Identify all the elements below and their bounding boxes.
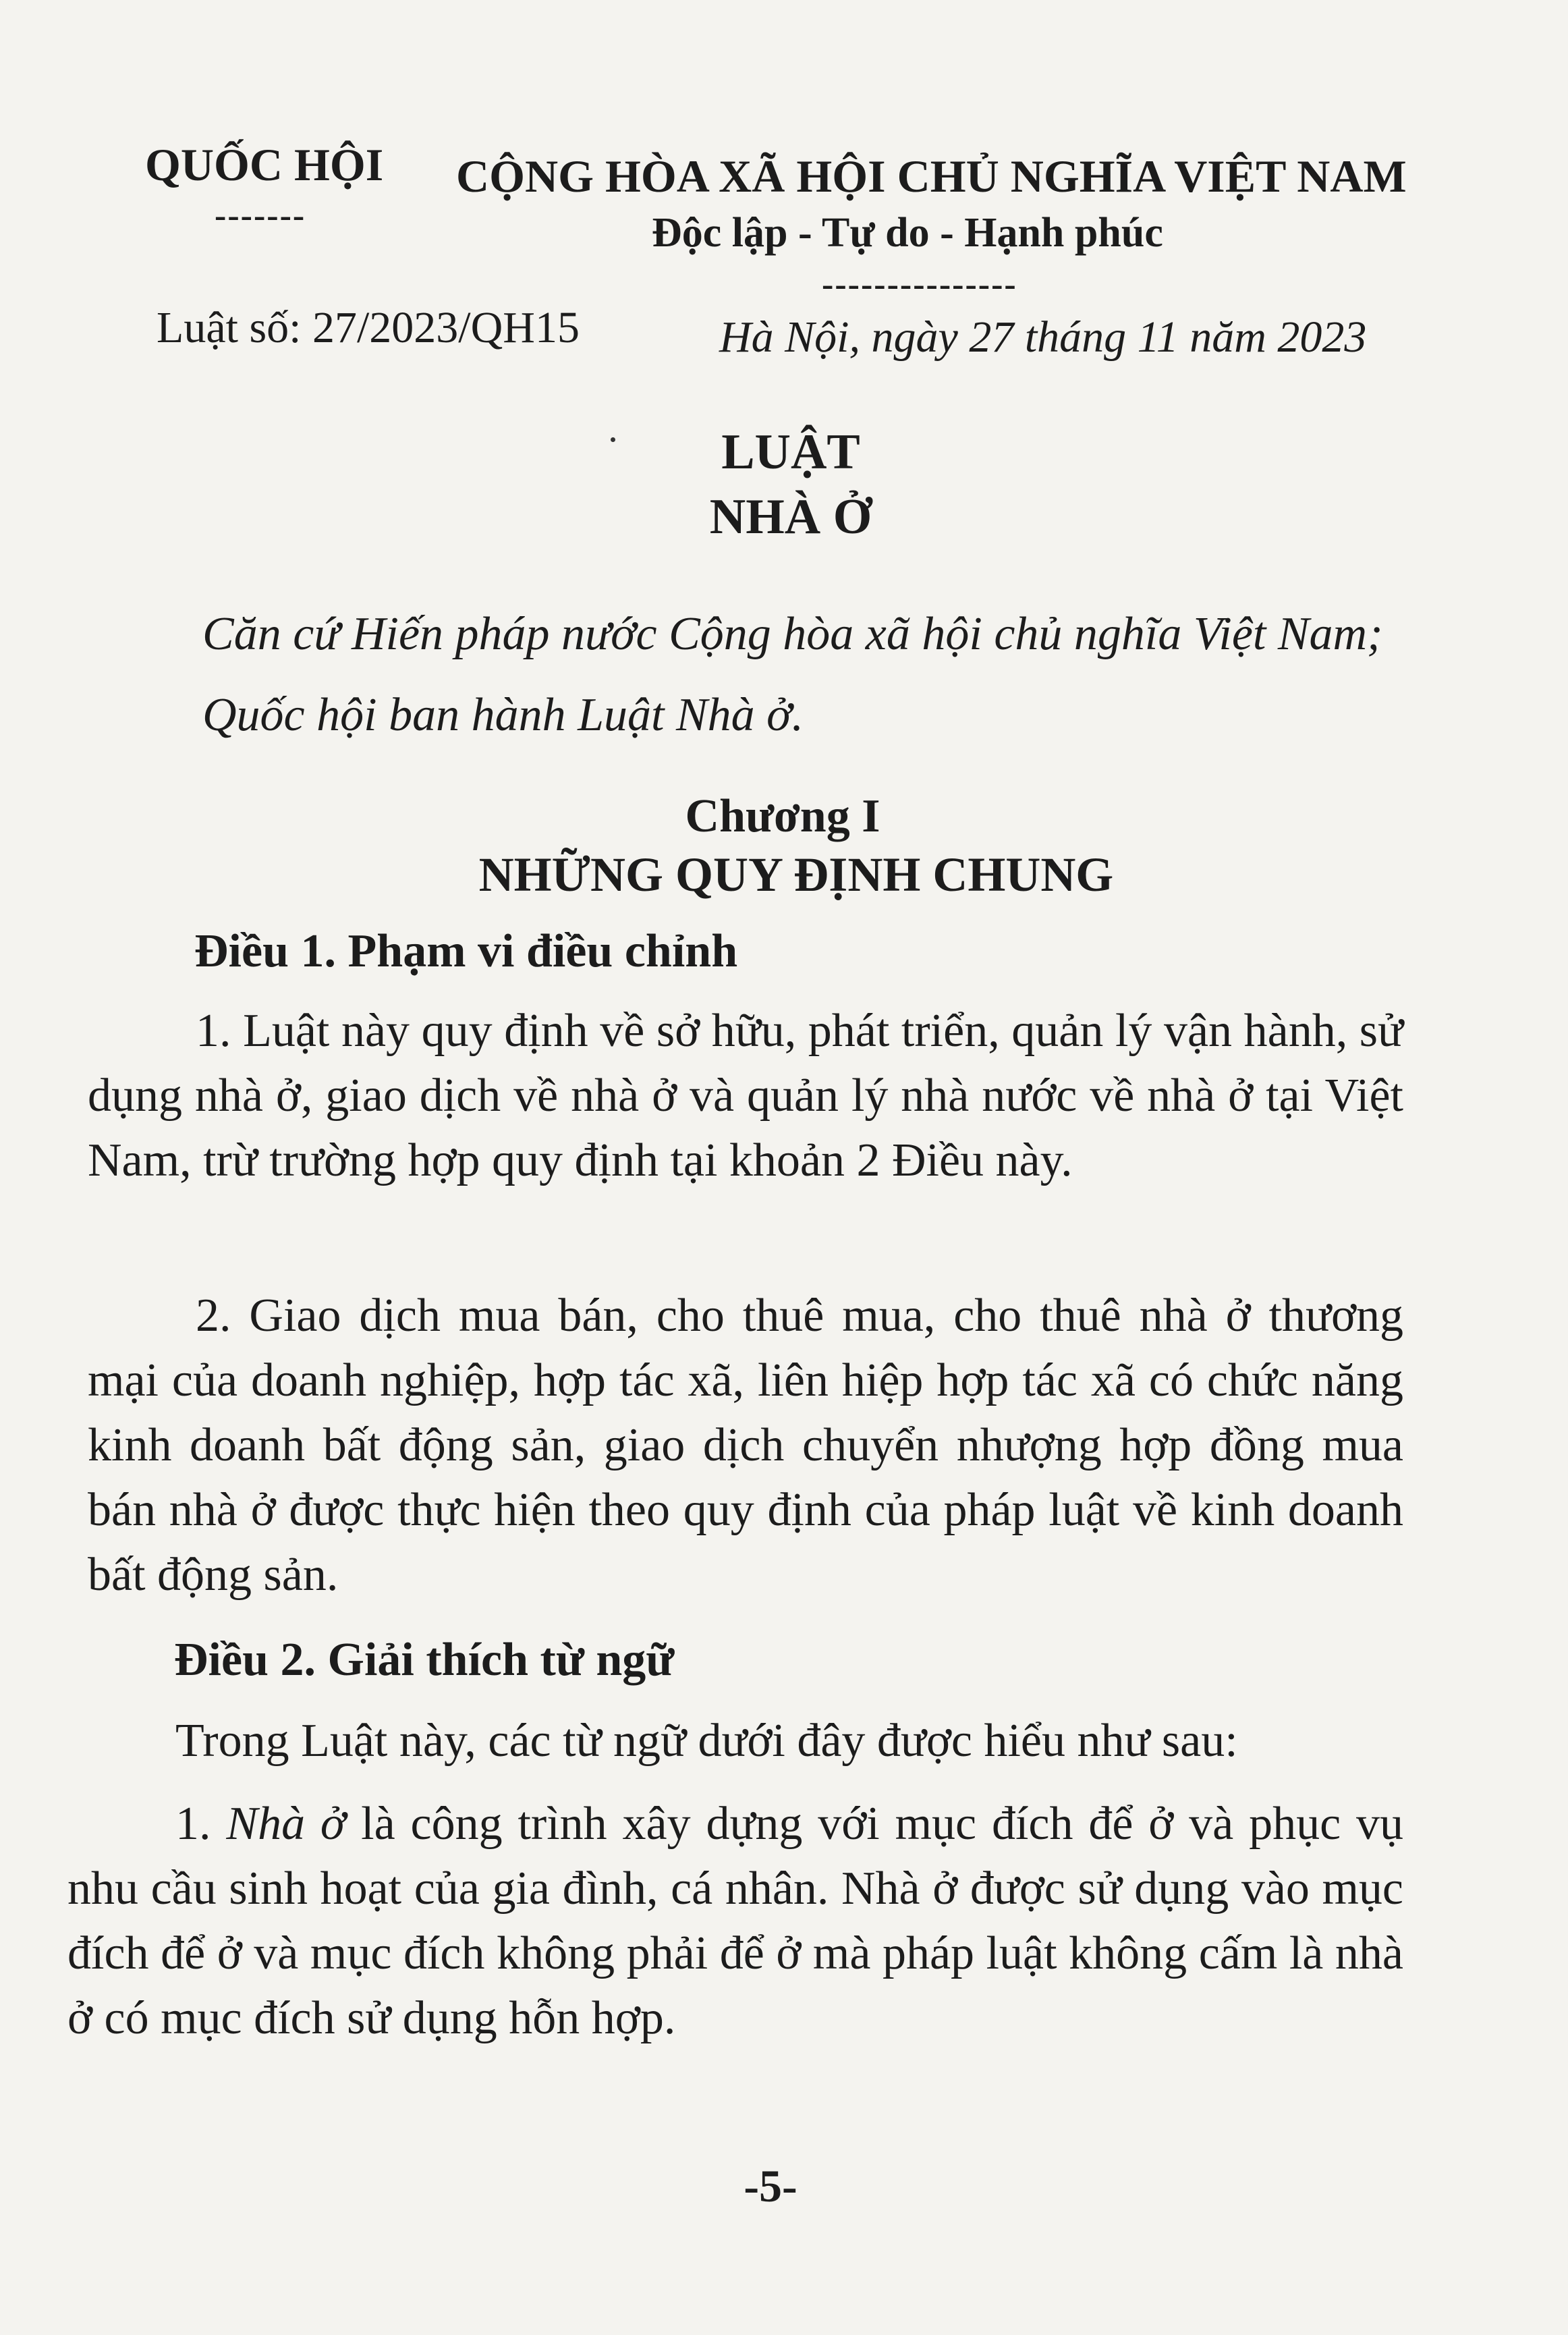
- place-and-date: Hà Nội, ngày 27 tháng 11 năm 2023: [719, 312, 1367, 362]
- issuing-body-divider: -------: [215, 196, 306, 235]
- motto-divider: ---------------: [822, 265, 1017, 304]
- article-2-title: Điều 2. Giải thích từ ngữ: [174, 1634, 675, 1686]
- article-1-clause-2: 2. Giao dịch mua bán, cho thuê mua, cho thuê nhà ở thương mại của doanh nghiệp, hợp tác xã, liên hiệp hợp tác xã có chức năng kinh doanh bất động sản, giao dịch chuyển nhượng hợp đồng mua bán nhà ở được thực hiện theo quy định của pháp luật về kinh doanh bất động sản.: [88, 1290, 1403, 1601]
- document-type: LUẬT: [721, 424, 860, 480]
- document-title: NHÀ Ở: [709, 489, 872, 545]
- defined-term: Nhà ở: [226, 1798, 346, 1850]
- national-motto: Độc lập - Tự do - Hạnh phúc: [652, 210, 1163, 256]
- preamble-basis: Căn cứ Hiến pháp nước Cộng hòa xã hội chủ nghĩa Việt Nam;: [202, 608, 1383, 660]
- chapter-name: NHỮNG QUY ĐỊNH CHUNG: [478, 848, 1114, 902]
- issuing-body: QUỐC HỘI: [145, 139, 384, 190]
- clause-1-prefix: 1.: [175, 1798, 227, 1850]
- chapter-number: Chương I: [685, 790, 880, 842]
- clause-1-definition: là công trình xây dựng với mục đích để ở và phục vụ nhu cầu sinh hoạt của gia đình, cá nhân. Nhà ở được sử dụng vào mục đích để ở và mục đích không phải để ở mà pháp luật không cấm là nhà ở có mục đích sử dụng hỗn hợp.: [67, 1798, 1404, 2044]
- national-title: CỘNG HÒA XÃ HỘI CHỦ NGHĨA VIỆT NAM: [456, 150, 1407, 202]
- article-2-clause-1: [67, 1792, 1403, 2051]
- article-1-title: Điều 1. Phạm vi điều chỉnh: [194, 925, 738, 977]
- print-speck: [611, 437, 615, 442]
- page-number: -5-: [744, 2160, 797, 2212]
- article-1-clause-1: 1. Luật này quy định về sở hữu, phát triển, quản lý vận hành, sử dụng nhà ở, giao dịch về nhà ở và quản lý nhà nước về nhà ở tại Việt Nam, trừ trường hợp quy định tại khoản 2 Điều này.: [88, 1005, 1403, 1186]
- article-2-intro: Trong Luật này, các từ ngữ dưới đây được hiểu như sau:: [175, 1715, 1238, 1767]
- law-number: Luật số: 27/2023/QH15: [157, 303, 580, 352]
- preamble-enactment: Quốc hội ban hành Luật Nhà ở.: [202, 689, 804, 741]
